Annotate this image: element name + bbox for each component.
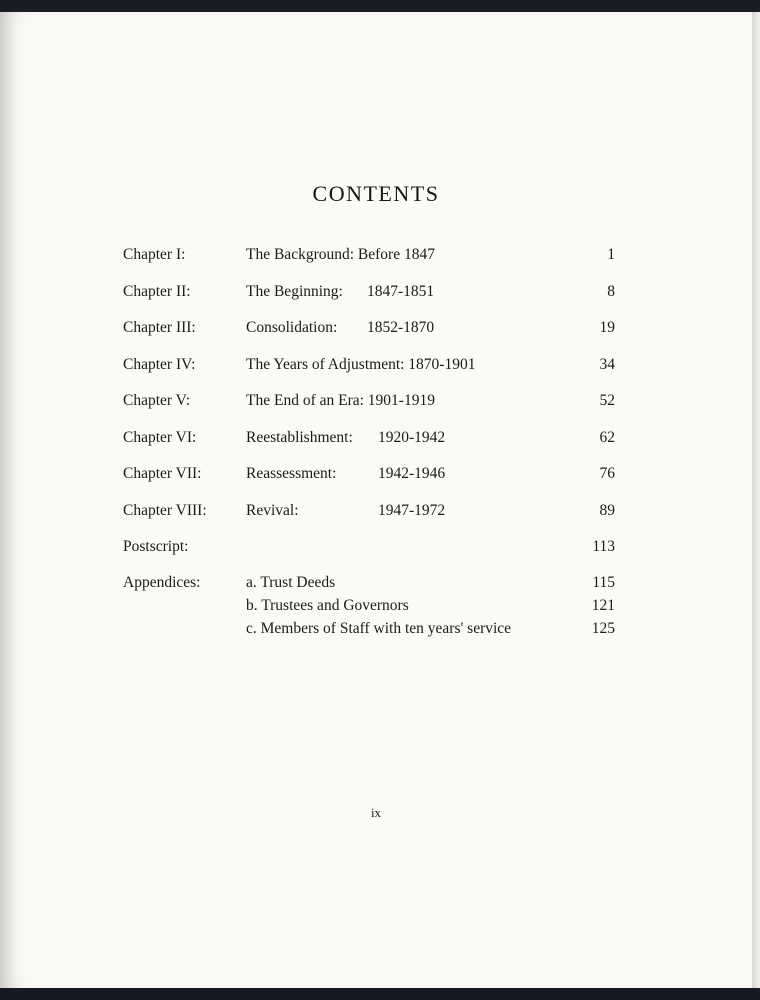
chapter-dates: 1920-1942 [378, 429, 446, 446]
toc-row-postscript [0, 535, 752, 559]
appendix-title: c. Members of Staff with ten years' service [246, 620, 512, 637]
chapter-label: Chapter I: [123, 246, 186, 263]
chapter-dates: 1847-1851 [367, 283, 435, 300]
toc-row-chapter-1 [0, 243, 752, 267]
chapter-label: Chapter II: [123, 283, 191, 300]
chapter-title: Revival: [246, 502, 299, 519]
page-number: 113 [592, 538, 615, 555]
chapter-dates: 1942-1946 [378, 465, 446, 482]
appendix-title: b. Trustees and Governors [246, 597, 409, 614]
page-number: 115 [592, 574, 615, 591]
page-number: 89 [599, 502, 615, 519]
page-edge [752, 12, 760, 988]
postscript-label: Postscript: [123, 538, 189, 555]
page-number: 76 [599, 465, 615, 482]
toc-row-appendix-c [0, 617, 752, 641]
chapter-title: The Beginning: [246, 283, 343, 300]
appendices-label: Appendices: [123, 574, 201, 591]
toc-row-chapter-4 [0, 353, 752, 377]
toc-row-chapter-8 [0, 499, 752, 523]
toc-row-chapter-5 [0, 389, 752, 413]
contents-heading: CONTENTS [312, 181, 440, 206]
toc-row-chapter-7 [0, 462, 752, 486]
chapter-label: Chapter IV: [123, 356, 196, 373]
page-number: 8 [607, 283, 615, 300]
chapter-label: Chapter VI: [123, 429, 197, 446]
chapter-dates: 1852-1870 [367, 319, 435, 336]
page-number: 52 [599, 392, 615, 409]
chapter-title: Reassessment: [246, 465, 337, 482]
page-number: 1 [607, 246, 615, 263]
chapter-title: The Background: Before 1847 [246, 246, 435, 263]
page-folio: ix [370, 805, 382, 820]
page-number: 19 [599, 319, 615, 336]
toc-row-appendix-b [0, 594, 752, 618]
chapter-title: Consolidation: [246, 319, 338, 336]
page-number: 121 [591, 597, 615, 614]
chapter-label: Chapter VII: [123, 465, 202, 482]
chapter-title: Reestablishment: [246, 429, 353, 446]
page-number: 125 [591, 620, 615, 637]
chapter-label: Chapter III: [123, 319, 196, 336]
appendix-title: a. Trust Deeds [246, 574, 336, 591]
page-number: 34 [599, 356, 615, 373]
chapter-label: Chapter V: [123, 392, 191, 409]
toc-row-chapter-2 [0, 280, 752, 304]
toc-row-chapter-3 [0, 316, 752, 340]
chapter-label: Chapter VIII: [123, 502, 207, 519]
chapter-title: The Years of Adjustment: 1870-1901 [246, 356, 476, 373]
cover-edge [0, 988, 760, 1000]
chapter-dates: 1947-1972 [378, 502, 446, 519]
toc-row-chapter-6 [0, 426, 752, 450]
toc-row-appendix-a [0, 571, 752, 595]
chapter-title: The End of an Era: 1901-1919 [246, 392, 435, 409]
page-number: 62 [599, 429, 615, 446]
